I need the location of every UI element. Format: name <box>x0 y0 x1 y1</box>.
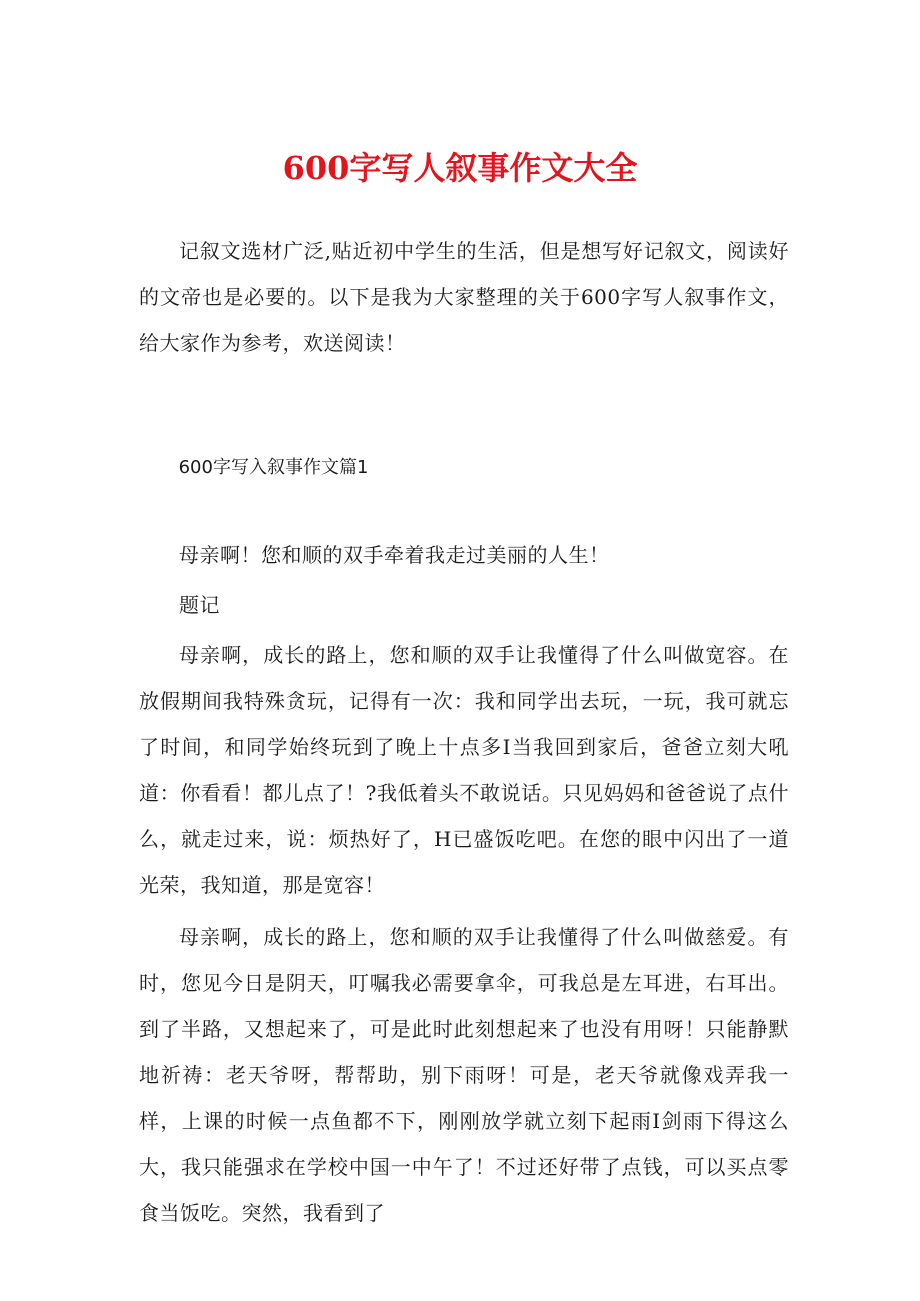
epigraph-paragraph: 母亲啊！您和顺的双手牵着我走过美丽的人生！ <box>179 543 610 567</box>
intro-paragraph: 记叙文选材广泛,贴近初中学生的生活，但是想写好记叙文，阅读好的文帝也是必要的。以下是我为大家整理的关于600字写人叙事作文，给大家作为参考，欢送阅读！ <box>139 239 789 355</box>
body-paragraph: 母亲啊，成长的路上，您和顺的双手让我懂得了什么叫做宽容。在放假期间我特殊贪玩，记得有一次：我和同学出去玩，一玩，我可就忘了时间，和同学始终玩到了晚上十点多I当我回到家后，爸爸立刻大吼道：你看看！都儿点了！?我低着头不敢说话。只见妈妈和爸爸说了点什么，就走过来，说：烦热好了，H已盛饭吃吧。在您的眼中闪出了一道光荣，我知道，那是宽容！ <box>139 643 789 897</box>
body-paragraph: 母亲啊，成长的路上，您和顺的双手让我懂得了什么叫做慈爱。有时，您见今日是阴天，叮嘱我必需要拿伞，可我总是左耳进，右耳出。到了半路，又想起来了，可是此时此刻想起来了也没有用呀！只能静默地祈祷：老天爷呀，帮帮助，别下雨呀！可是，老天爷就像戏弄我一样，上课的时候一点鱼都不下，刚刚放学就立刻下起雨I剑雨下得这么大，我只能强求在学校中国一中午了！不过还好带了点钱，可以买点零食当饭吃。突然，我看到了 <box>139 925 789 1225</box>
document-title: 600字写人叙事作文大全 <box>282 149 638 187</box>
section-heading: 600字写入叙事作文篇1 <box>178 457 369 478</box>
document-body <box>139 228 789 1236</box>
epigraph-attribution: 题记 <box>179 593 220 617</box>
